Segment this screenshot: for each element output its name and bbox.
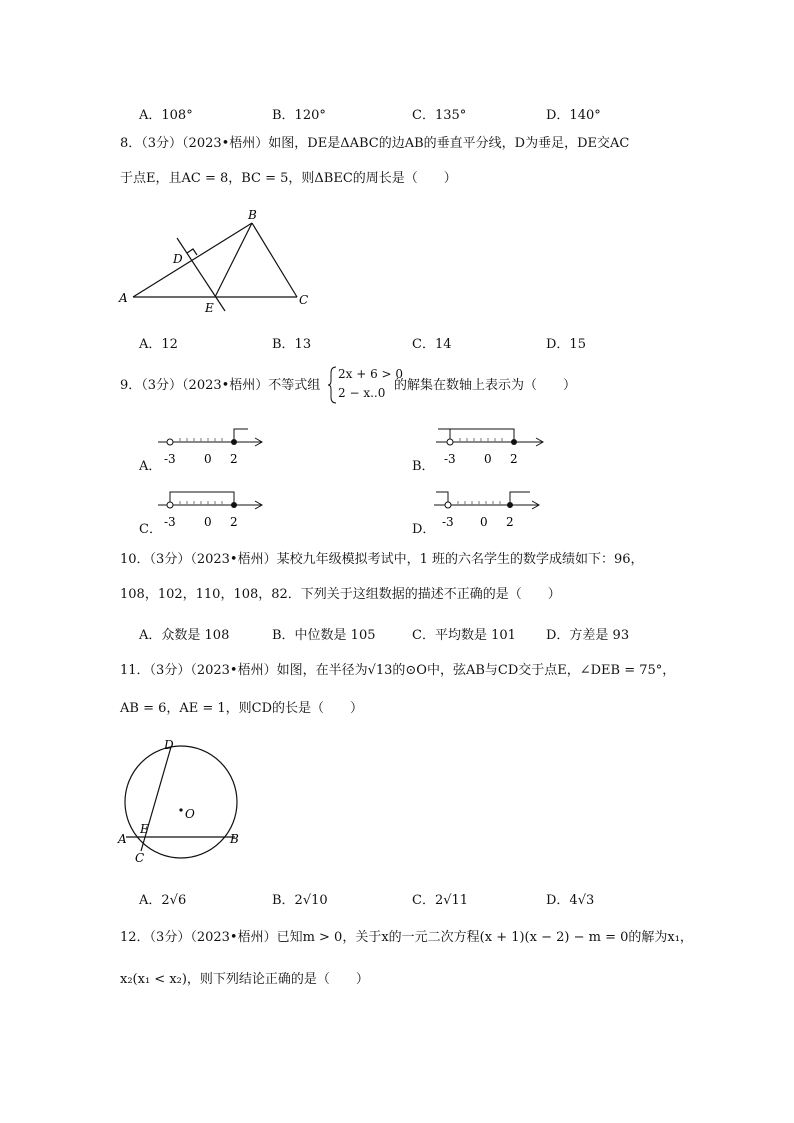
q9-number-line-a (158, 423, 278, 471)
q7-option-a: A．108° (139, 108, 193, 123)
q9-b-tick-neg3: -3 (444, 452, 456, 466)
q9-stem-prefix: 9．（3分）（2023•梧州）不等式组 (120, 378, 321, 393)
q11-stem-line1: 11．（3分）（2023•梧州）如图，在半径为√13的⊙O中，弦AB与CD交于点E，∠DEB = 75°， (120, 663, 676, 678)
q11-option-a: A．2√6 (139, 893, 187, 908)
q9-a-tick-2: 2 (230, 452, 238, 466)
q10-option-d: D．方差是 93 (546, 628, 630, 643)
q8-option-d: D．15 (546, 337, 586, 352)
q9-option-d-label: D． (412, 522, 436, 537)
q11-label-b: B (230, 832, 239, 846)
q11-label-o: O (185, 807, 195, 821)
q11-circle-figure (114, 735, 254, 865)
q9-d-tick-neg3: -3 (442, 515, 454, 529)
q12-stem-line1: 12．（3分）（2023•梧州）已知m > 0，关于x的一元二次方程(x + 1)(x − 2) − m = 0的解为x₁， (120, 930, 693, 945)
q8-option-b: B．13 (272, 337, 312, 352)
q11-stem-line2: AB = 6，AE = 1，则CD的长是（ ） (120, 701, 364, 716)
q10-option-a: A．众数是 108 (139, 628, 230, 643)
q11-label-a: A (118, 832, 127, 846)
q10-stem-line1: 10．（3分）（2023•梧州）某校九年级模拟考试中，1 班的六名学生的数学成绩如下：96， (120, 552, 644, 567)
q8-option-a: A．12 (139, 337, 178, 352)
q9-system-line2: 2 − x..0 (338, 386, 386, 400)
q11-label-e: E (140, 822, 149, 836)
q9-system-line1: 2x + 6 > 0 (338, 367, 404, 381)
q8-label-a: A (119, 291, 128, 305)
q9-d-tick-0: 0 (480, 515, 488, 529)
q10-stem-line2: 108，102，110，108，82．下列关于这组数据的描述不正确的是（ ） (120, 587, 561, 602)
q8-option-c: C．14 (412, 337, 452, 352)
q9-c-tick-2: 2 (230, 515, 238, 529)
q11-label-c: C (135, 851, 145, 865)
q9-stem-suffix: 的解集在数轴上表示为（ ） (394, 378, 577, 393)
q9-b-tick-2: 2 (510, 452, 518, 466)
q9-a-tick-neg3: -3 (164, 452, 176, 466)
q11-option-d: D．4√3 (546, 893, 595, 908)
q8-stem-line2: 于点E，且AC = 8，BC = 5，则ΔBEC的周长是（ ） (120, 171, 457, 186)
q7-option-d: D．140° (546, 108, 601, 123)
q9-a-tick-0: 0 (204, 452, 212, 466)
q9-c-tick-neg3: -3 (164, 515, 176, 529)
q8-triangle-figure (115, 205, 335, 315)
q8-stem-line1: 8．（3分）（2023•梧州）如图，DE是ΔABC的边AB的垂直平分线，D为垂足，DE交AC (120, 136, 630, 151)
q7-option-b: B．120° (272, 108, 326, 123)
q8-label-b: B (248, 208, 257, 222)
q10-option-b: B．中位数是 105 (272, 628, 376, 643)
q9-number-line-d (434, 486, 554, 534)
q9-b-tick-0: 0 (484, 452, 492, 466)
q8-label-c: C (299, 293, 309, 307)
q8-label-d: D (173, 252, 183, 266)
q8-label-e: E (205, 301, 214, 315)
q11-label-d: D (164, 738, 174, 752)
q9-option-a-label: A． (139, 459, 162, 474)
q9-option-c-label: C． (139, 522, 162, 537)
q12-stem-line2: x₂(x₁ < x₂)，则下列结论正确的是（ ） (120, 972, 369, 987)
q11-option-c: C．2√11 (412, 893, 469, 908)
q9-d-tick-2: 2 (506, 515, 514, 529)
q9-option-b-label: B． (412, 459, 435, 474)
q9-number-line-c (158, 486, 278, 534)
q9-c-tick-0: 0 (204, 515, 212, 529)
q11-option-b: B．2√10 (272, 893, 328, 908)
q10-option-c: C．平均数是 101 (412, 628, 516, 643)
q7-option-c: C．135° (412, 108, 467, 123)
q9-brace-icon (327, 366, 337, 404)
q9-number-line-b (436, 423, 556, 471)
